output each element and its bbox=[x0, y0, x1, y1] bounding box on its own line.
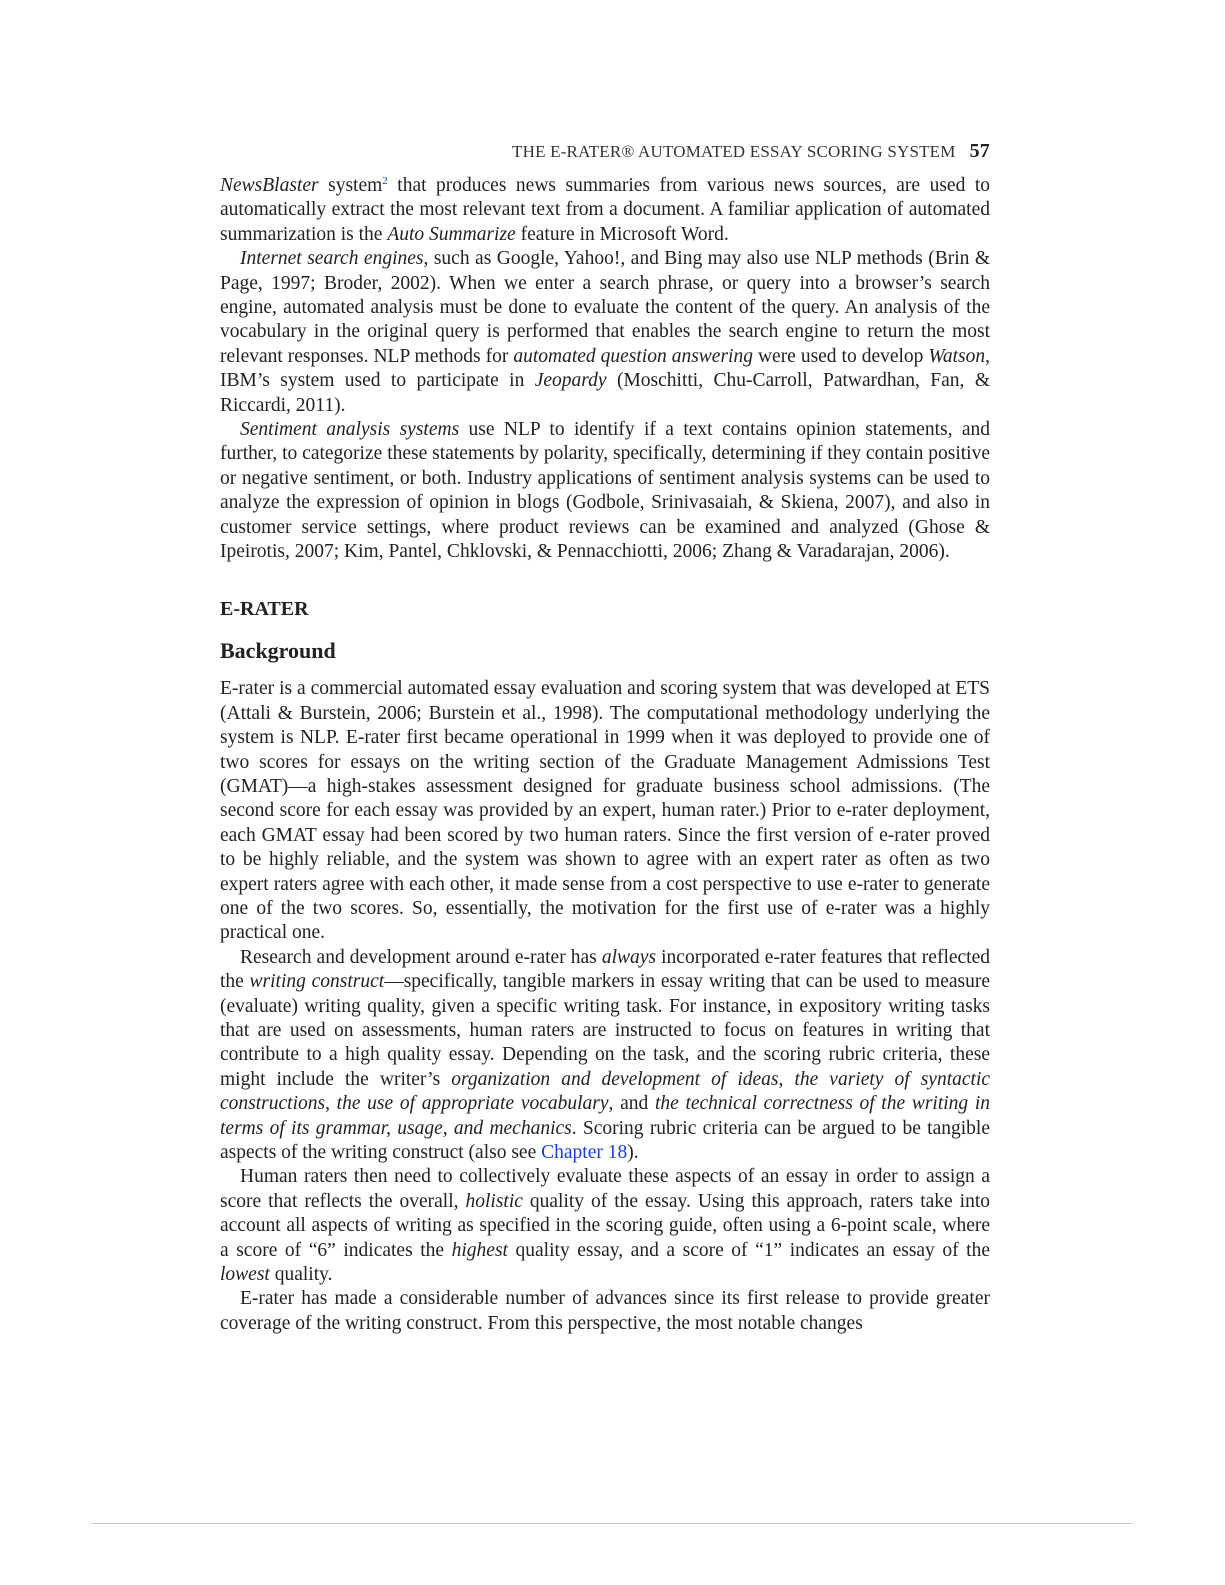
paragraph-summarization: NewsBlaster system$^2$ that produces news summaries from various news sources, are used to automatically extract the most relevant text from a document. A familiar application of automated summarization is the Auto Summarize feature in Microsoft Word. bbox=[220, 175, 991, 245]
chapter-18-link[interactable]: Chapter 18 bbox=[541, 1142, 628, 1164]
footer-divider bbox=[92, 1523, 1132, 1524]
paragraph-advances: E-rater has made a considerable number of advances since its first release to provide greater coverage of the writing construct. From this perspective, the most notable changes bbox=[220, 1288, 990, 1334]
paragraph-writing-construct: Research and development around e-rater has always incorporated e-rater features that reflected the writing construct—specifically, tangible markers in essay writing that can be used to measure (evaluate) writing quality, given a specific writing task. For instance, in expository writing tasks that are used on assessments, human raters are instructed to focus on features in writing that contribute to a high quality essay. Depending on the task, and the scoring rubric criteria, these might include the writer’s organization and development of ideas, the variety of syntactic constructions, the use of appropriate vocabulary, and the technical correctness of the writing in terms of its grammar, usage, and mechanics. Scoring rubric criteria can be argued to be tangible aspects of the writing construct (also see Chapter 18). bbox=[220, 946, 991, 1164]
page-body bbox=[220, 174, 990, 1336]
running-title: THE E-RATER® AUTOMATED ESSAY SCORING SYSTEM bbox=[512, 142, 956, 161]
page-number: 57 bbox=[969, 140, 990, 162]
paragraph-holistic-scoring: Human raters then need to collectively evaluate these aspects of an essay in order to assign a score that reflects the overall, holistic quality of the essay. Using this approach, raters take into account all aspects of writing as specified in the scoring guide, often using a 6-point scale, where a score of “6” indicates the highest quality essay, and a score of “1” indicates an essay of the lowest quality. bbox=[220, 1166, 991, 1286]
paragraph-background: E-rater is a commercial automated essay evaluation and scoring system that was developed at ETS (Attali & Burstein, 2006; Burstein et al., 1998). The computational methodology underlying the system is NLP. E-rater first became operational in 1999 when it was deployed to provide one of two scores for essays on the writing section of the Graduate Management Admissions Test (GMAT)—a high-stakes assessment designed for graduate business school admissions. (The second score for each essay was provided by an expert, human rater.) Prior to e-rater deployment, each GMAT essay had been scored by two human raters. Since the first version of e-rater proved to be highly reliable, and the system was shown to agree with an expert rater as often as two expert raters agree with each other, it made sense from a cost perspective to use e-rater to generate one of the two scores. So, essentially, the motivation for the first use of e-rater was a highly practical one. bbox=[220, 678, 990, 944]
section-heading: E-RATER bbox=[220, 597, 309, 620]
subsection-heading: Background bbox=[220, 637, 336, 663]
footnote-ref[interactable]: 2 bbox=[382, 175, 388, 187]
running-head bbox=[220, 140, 990, 163]
paragraph-sentiment-analysis: Sentiment analysis systems use NLP to identify if a text contains opinion statements, and further, to categorize these statements by polarity, specifically, determining if they contain positive or negative sentiment, or both. Industry applications of sentiment analysis systems can be used to analyze the expression of opinion in blogs (Godbole, Srinivasaiah, & Skiena, 2007), and also in customer service settings, where product reviews can be examined and analyzed (Ghose & Ipeirotis, 2007; Kim, Pantel, Chklovski, & Pennacchiotti, 2006; Zhang & Varadarajan, 2006). bbox=[220, 419, 990, 563]
paragraph-search-engines: Internet search engines, such as Google, Yahoo!, and Bing may also use NLP methods (Brin & Page, 1997; Broder, 2002). When we enter a search phrase, or query into a browser’s search engine, automated analysis must be done to evaluate the content of the query. An analysis of the vocabulary in the original query is performed that enables the search engine to return the most relevant responses. NLP methods for automated question answering were used to develop Watson, IBM’s system used to participate in Jeopardy (Moschitti, Chu-Carroll, Patwardhan, Fan, & Riccardi, 2011). bbox=[220, 248, 990, 416]
